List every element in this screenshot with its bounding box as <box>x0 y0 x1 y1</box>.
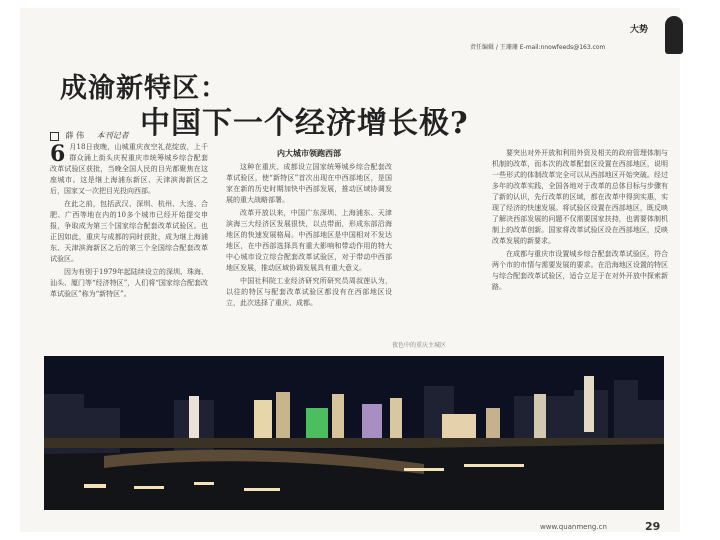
paragraph: 中国社科院工业经济研究所研究员周叔莲认为，以往的特区与配套改革试验区都没有在西部地区设立，此次选择了重庆、成都。 <box>226 277 392 307</box>
article-title-line2: 中国下一个经济增长极? <box>140 106 469 141</box>
paragraph: 改革开放以来，中国广东深圳、上海浦东、天津滨海三大经济区发展很快，以点带面，形成东部沿海地区的快速发展格局。中西部地区是中国相对不发达地区，在中西部选择具有重大影响和带动作用的特大中心城市设立综合配套改革试验区，对于带动中西部地区发展，推动区域协调发展具有重大意义。 <box>226 209 392 272</box>
paragraph-text: 月18日夜晚，山城重庆夜空礼花绽放，上千群众涌上街头庆祝重庆市统筹城乡综合配套改革试验区获批，当晚全国人民的目光都聚焦在这座城市。这是继上海浦东新区、天津滨海新区之后，国家又一次把目光投向西部。 <box>50 143 208 195</box>
paragraph: 因为有别于1979年起陆续设立的深圳、珠海、汕头、厦门等“经济特区”，人们将“国家综合配套改革试验区”称为“新特区”。 <box>50 268 208 298</box>
column-2 <box>226 148 392 348</box>
page-number: 29 <box>645 520 661 533</box>
author-role: 本刊记者 <box>96 131 129 140</box>
paragraph: 要突出对外开放和利用外资及相关的政府管理体制与机制的改革，而本次的改革配套区设置在西部地区，说明一些形式的体制改革完全可以从西部地区开始突破。经过多年的改革实践，全国各地对于改革的总体目标与步骤有了新的认识，先行改革的区域，都在改革中得到实惠，实现了经济的快速发展。将试验区设置在西部地区，既反映了解决西部发展的问题不仅需要国家扶持，也需要体制机制上的改革创新。国家将改革试验区设在西部地区，反映改革发展的新要求。 <box>492 149 668 245</box>
city-night-photo <box>44 356 664 510</box>
section-label: 大势 <box>630 25 649 35</box>
footer-url: www.quanmeng.cn <box>540 523 607 531</box>
byline-box-icon <box>50 132 59 141</box>
editor-email-line: 责任编辑 / 王珊珊 E-mail:nnowfeeds@163.com <box>470 44 606 51</box>
column-1 <box>50 142 208 356</box>
byline <box>50 130 129 141</box>
skyline-illustration <box>44 356 664 510</box>
article-title-line1: 成渝新特区： <box>60 73 228 104</box>
photo-caption: 夜色中的重庆主城区 <box>392 342 447 349</box>
author-name: 薛 伟 <box>65 131 85 140</box>
paragraph: 在成都与重庆市设置城乡综合配套改革试验区，符合两个市的市情与需要发展的要求。在沿海地区设置的特区与综合配套改革试验区，适合立足于在对外开放中探索新路。 <box>492 250 668 291</box>
dropcap: 6 <box>50 142 66 167</box>
paragraph: 这种在重庆、成都设立国家统筹城乡综合配套改革试验区，使“新特区”首次出现在中西部地区，是国家在新的历史时期加快中西部发展，推动区域协调发展的重大战略部署。 <box>226 163 392 204</box>
column-3 <box>492 148 668 358</box>
paragraph: 在此之前，包括武汉、深圳、杭州、大连、合肥、广西等地在内的10多个城市已经开始提交申报，争取成为第三个国家综合配套改革试验区。也正因如此，重庆与成都的同时获批，成为继上海浦东、天津滨海新区之后的第三个全国综合配套改革试验区。 <box>50 200 208 263</box>
section-badge-icon <box>665 16 683 54</box>
section-heading: 内大城市领跑西部 <box>277 148 341 158</box>
paragraph <box>50 142 208 197</box>
